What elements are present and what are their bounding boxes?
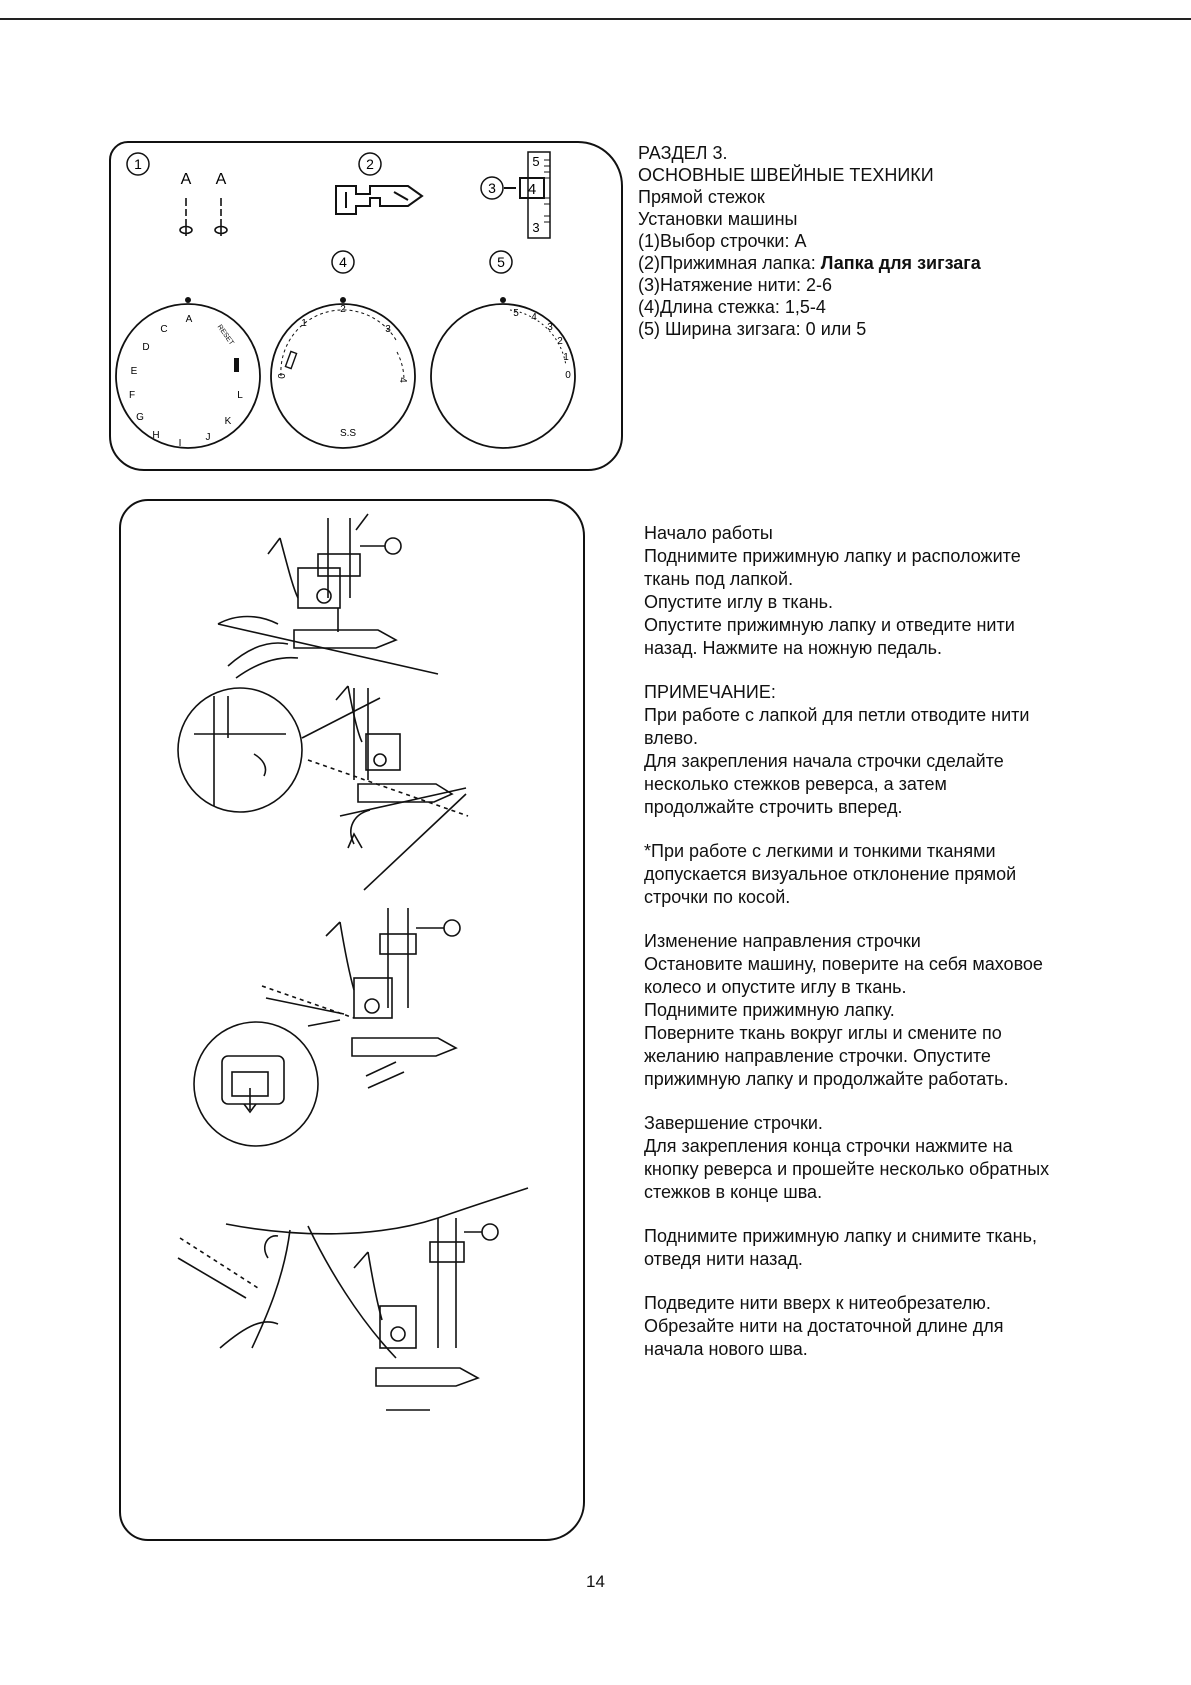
dial-mark: 3 xyxy=(385,324,391,335)
start-sewing-block xyxy=(644,522,1164,660)
machine-settings-panel xyxy=(108,140,624,472)
light-fabrics-note xyxy=(644,840,1164,909)
top-rule xyxy=(0,18,1191,20)
block-line: влево. xyxy=(644,728,699,748)
block-title: Завершение строчки. xyxy=(644,1113,823,1133)
block-line: продолжайте строчить вперед. xyxy=(644,797,903,817)
sewing-illustrations-panel xyxy=(118,498,586,1542)
callout-1 xyxy=(127,153,149,175)
svg-text:5: 5 xyxy=(497,254,505,270)
dial-mark: H xyxy=(152,430,160,441)
svg-text:3: 3 xyxy=(488,180,496,196)
section-heading: ОСНОВНЫЕ ШВЕЙНЫЕ ТЕХНИКИ xyxy=(638,165,934,185)
straight-stitch-icon xyxy=(180,198,227,236)
dial-mark: E xyxy=(130,366,138,377)
step-reverse-illustration xyxy=(178,686,468,890)
block-line: допускается визуальное отклонение прямой xyxy=(644,864,1017,884)
block-line: ткань под лапкой. xyxy=(644,569,794,589)
pattern-selector-dial xyxy=(116,297,260,449)
block-line: Опустите прижимную лапку и отведите нити xyxy=(644,615,1015,635)
block-line: стежков в конце шва. xyxy=(644,1182,823,1202)
dial-mark: 5 xyxy=(513,308,519,319)
dial-mark: 0 xyxy=(565,370,571,381)
callout-3 xyxy=(481,177,516,199)
block-title: ПРИМЕЧАНИЕ: xyxy=(644,682,776,702)
block-line: Для закрепления конца строчки нажмите на xyxy=(644,1136,1013,1156)
page-number: 14 xyxy=(586,1572,605,1591)
dial-mark: A xyxy=(185,314,193,325)
tension-mark: 5 xyxy=(532,154,540,169)
step-change-direction-illustration xyxy=(194,908,460,1146)
setting-presser-foot-value: Лапка для зигзага xyxy=(820,253,981,273)
dial-mark: 1 xyxy=(301,318,307,329)
callout-4 xyxy=(332,251,354,273)
pattern-letter-a: A xyxy=(215,171,227,188)
block-line: Подведите нити вверх к нитеобрезателю. xyxy=(644,1293,991,1313)
callout-5 xyxy=(490,251,512,273)
finish-seam-block xyxy=(644,1112,1164,1204)
block-line: кнопку реверса и прошейте несколько обратных xyxy=(644,1159,1050,1179)
svg-text:1: 1 xyxy=(134,156,142,172)
block-line: Поднимите прижимную лапку и снимите ткань, xyxy=(644,1226,1037,1246)
dial-mark: 4 xyxy=(397,377,408,383)
ss-label: S.S xyxy=(339,428,357,439)
zigzag-foot-icon xyxy=(336,186,422,214)
stitch-type: Прямой стежок xyxy=(638,187,765,207)
setting-pattern: (1)Выбор строчки: А xyxy=(638,231,807,251)
block-line: колесо и опустите иглу в ткань. xyxy=(644,977,907,997)
block-line: несколько стежков реверса, а затем xyxy=(644,774,947,794)
step-cut-threads-illustration xyxy=(178,1188,528,1410)
setting-stitch-length: (4)Длина стежка: 1,5-4 xyxy=(638,297,826,317)
setting-presser-foot-label: (2)Прижимная лапка: xyxy=(638,253,821,273)
block-line: Обрезайте нити на достаточной длине для xyxy=(644,1316,1004,1336)
block-line: Поверните ткань вокруг иглы и смените по xyxy=(644,1023,1002,1043)
dial-indicator xyxy=(234,358,239,372)
callout-2 xyxy=(359,153,381,175)
step-start-illustration xyxy=(218,514,438,678)
sewing-steps-illustration xyxy=(118,498,586,1542)
dial-indicator xyxy=(285,351,296,368)
svg-text:2: 2 xyxy=(366,156,374,172)
block-line: Опустите иглу в ткань. xyxy=(644,592,834,612)
dial-mark: C xyxy=(160,324,168,335)
dial-mark: G xyxy=(136,412,144,423)
section-label: РАЗДЕЛ 3. xyxy=(638,143,728,163)
thread-tension-scale xyxy=(520,152,550,238)
dial-mark: 4 xyxy=(531,312,537,323)
block-line: При работе с лапкой для петли отводите нити xyxy=(644,705,1030,725)
dial-mark: K xyxy=(224,416,232,427)
block-line: *При работе с легкими и тонкими тканями xyxy=(644,841,996,861)
dial-mark: 2 xyxy=(557,336,563,347)
change-direction-block xyxy=(644,930,1164,1091)
note-block xyxy=(644,681,1164,819)
block-title: Изменение направления строчки xyxy=(644,931,921,951)
dial-mark: D xyxy=(142,342,150,353)
remove-fabric-block xyxy=(644,1225,1164,1271)
tension-mark: 3 xyxy=(532,220,540,235)
block-title: Начало работы xyxy=(644,523,773,543)
setting-presser-foot xyxy=(638,252,1158,274)
block-line: строчки по косой. xyxy=(644,887,791,907)
dial-mark: I xyxy=(178,438,182,449)
block-line: отведя нити назад. xyxy=(644,1249,803,1269)
setting-zigzag-width: (5) Ширина зигзага: 0 или 5 xyxy=(638,319,867,339)
block-line: Поднимите прижимную лапку. xyxy=(644,1000,895,1020)
block-line: Поднимите прижимную лапку и расположите xyxy=(644,546,1021,566)
stitch-length-dial xyxy=(271,297,415,448)
machine-settings-text xyxy=(638,142,1158,340)
dial-mark: 1 xyxy=(563,352,569,363)
block-line: Остановите машину, поверите на себя маховое xyxy=(644,954,1043,974)
settings-frame xyxy=(110,142,622,470)
block-line: Для закрепления начала строчки сделайте xyxy=(644,751,1004,771)
block-line: желанию направление строчки. Опустите xyxy=(644,1046,991,1066)
dial-mark: 2 xyxy=(340,304,346,315)
block-line: начала нового шва. xyxy=(644,1339,808,1359)
settings-illustration xyxy=(108,140,624,472)
block-line: прижимную лапку и продолжайте работать. xyxy=(644,1069,1009,1089)
setting-thread-tension: (3)Натяжение нити: 2-6 xyxy=(638,275,832,295)
svg-text:4: 4 xyxy=(339,254,347,270)
illustration-frame xyxy=(120,500,584,1540)
dial-mark: 0 xyxy=(277,373,288,379)
dial-mark: L xyxy=(237,390,243,401)
dial-mark: 3 xyxy=(547,322,553,333)
block-line: назад. Нажмите на ножную педаль. xyxy=(644,638,942,658)
zigzag-width-dial xyxy=(431,297,575,448)
pattern-letter-a: A xyxy=(180,171,192,188)
reset-label: RESET xyxy=(215,323,235,347)
dial-mark: J xyxy=(205,432,211,443)
dial-mark: F xyxy=(128,390,136,401)
cut-threads-block xyxy=(644,1292,1164,1361)
tension-mark-selected: 4 xyxy=(527,181,537,198)
sewing-instructions xyxy=(644,522,1164,1382)
settings-title: Установки машины xyxy=(638,209,798,229)
